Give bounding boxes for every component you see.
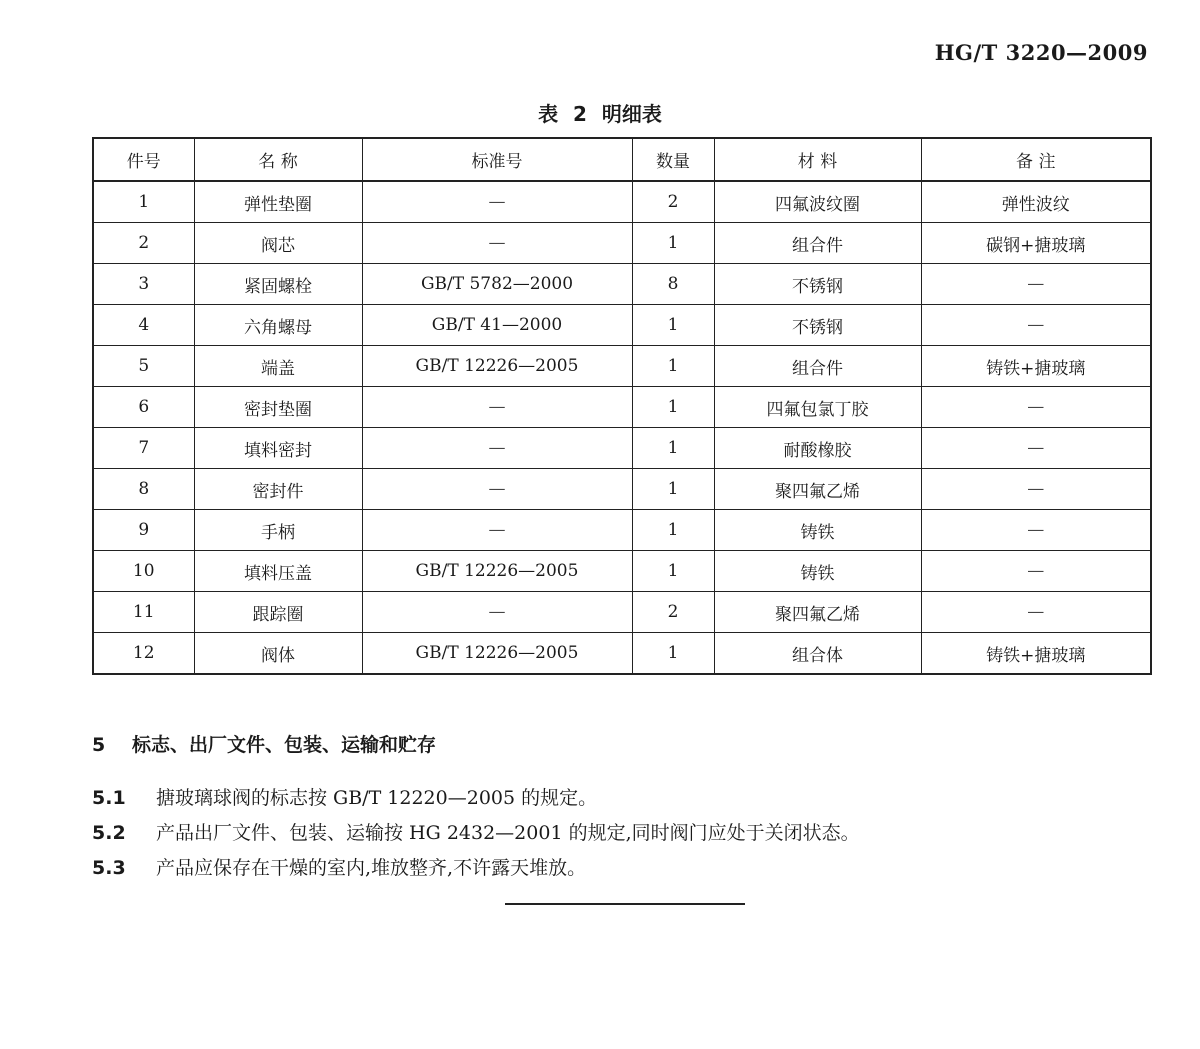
- cell-remarks: —: [921, 387, 1151, 428]
- cell-material: 四氟波纹圈: [714, 181, 921, 223]
- cell-name: 跟踪圈: [194, 592, 362, 633]
- table-row: [93, 428, 1151, 469]
- cell-material: 聚四氟乙烯: [714, 592, 921, 633]
- cell-quantity: 1: [632, 428, 714, 469]
- cell-name: 填料密封: [194, 428, 362, 469]
- cell-standard: —: [362, 592, 632, 633]
- cell-standard: GB/T 12226—2005: [362, 346, 632, 387]
- col-header-standard: 标准号: [362, 138, 632, 181]
- cell-standard: GB/T 41—2000: [362, 305, 632, 346]
- cell-material: 组合件: [714, 346, 921, 387]
- cell-remarks: —: [921, 551, 1151, 592]
- cell-remarks: 铸铁+搪玻璃: [921, 346, 1151, 387]
- table-row: [93, 305, 1151, 346]
- cell-quantity: 1: [632, 223, 714, 264]
- cell-quantity: 1: [632, 469, 714, 510]
- cell-remarks: —: [921, 305, 1151, 346]
- cell-standard: GB/T 12226—2005: [362, 551, 632, 592]
- cell-part-no: 8: [93, 469, 194, 510]
- cell-name: 密封件: [194, 469, 362, 510]
- clause-number: 5.2: [92, 822, 126, 844]
- cell-remarks: —: [921, 428, 1151, 469]
- col-header-part-no: 件号: [93, 138, 194, 181]
- cell-remarks: 碳钢+搪玻璃: [921, 223, 1151, 264]
- cell-material: 四氟包氯丁胶: [714, 387, 921, 428]
- section-heading: [92, 730, 436, 757]
- cell-standard: —: [362, 181, 632, 223]
- cell-standard: GB/T 5782—2000: [362, 264, 632, 305]
- cell-part-no: 5: [93, 346, 194, 387]
- cell-name: 端盖: [194, 346, 362, 387]
- cell-quantity: 2: [632, 592, 714, 633]
- table-row: [93, 510, 1151, 551]
- clause-text: 搪玻璃球阀的标志按 GB/T 12220—2005 的规定。: [156, 787, 598, 809]
- section-number: 5: [92, 734, 106, 756]
- table-row: [93, 181, 1151, 223]
- cell-quantity: 1: [632, 551, 714, 592]
- cell-material: 组合件: [714, 223, 921, 264]
- cell-part-no: 2: [93, 223, 194, 264]
- cell-remarks: —: [921, 510, 1151, 551]
- col-header-name: 名 称: [194, 138, 362, 181]
- cell-name: 阀芯: [194, 223, 362, 264]
- cell-part-no: 3: [93, 264, 194, 305]
- cell-part-no: 11: [93, 592, 194, 633]
- cell-part-no: 4: [93, 305, 194, 346]
- col-header-remarks: 备 注: [921, 138, 1151, 181]
- table-row: [93, 346, 1151, 387]
- cell-name: 弹性垫圈: [194, 181, 362, 223]
- cell-remarks: 弹性波纹: [921, 181, 1151, 223]
- cell-material: 不锈钢: [714, 264, 921, 305]
- clause-5-2: [92, 818, 860, 845]
- clause-number: 5.3: [92, 857, 126, 879]
- cell-remarks: —: [921, 264, 1151, 305]
- cell-material: 聚四氟乙烯: [714, 469, 921, 510]
- cell-name: 六角螺母: [194, 305, 362, 346]
- section-title: 标志、出厂文件、包装、运输和贮存: [132, 734, 437, 756]
- standard-number: HG/T 3220—2009: [934, 40, 1148, 65]
- cell-remarks: —: [921, 469, 1151, 510]
- cell-material: 铸铁: [714, 551, 921, 592]
- cell-material: 耐酸橡胶: [714, 428, 921, 469]
- cell-part-no: 6: [93, 387, 194, 428]
- clause-number: 5.1: [92, 787, 126, 809]
- cell-name: 阀体: [194, 633, 362, 675]
- cell-name: 填料压盖: [194, 551, 362, 592]
- cell-part-no: 1: [93, 181, 194, 223]
- cell-standard: —: [362, 387, 632, 428]
- table-row: [93, 387, 1151, 428]
- cell-remarks: 铸铁+搪玻璃: [921, 633, 1151, 675]
- table-row: [93, 223, 1151, 264]
- table-row: [93, 592, 1151, 633]
- table-header-row: [93, 138, 1151, 181]
- parts-table: [92, 137, 1152, 675]
- cell-remarks: —: [921, 592, 1151, 633]
- cell-standard: GB/T 12226—2005: [362, 633, 632, 675]
- cell-standard: —: [362, 510, 632, 551]
- cell-name: 密封垫圈: [194, 387, 362, 428]
- table-title: 表 2 明细表: [538, 102, 662, 126]
- cell-part-no: 7: [93, 428, 194, 469]
- clause-5-1: [92, 783, 597, 810]
- table-row: [93, 633, 1151, 675]
- cell-quantity: 1: [632, 510, 714, 551]
- cell-quantity: 1: [632, 346, 714, 387]
- table-row: [93, 469, 1151, 510]
- clause-5-3: [92, 853, 586, 880]
- col-header-quantity: 数量: [632, 138, 714, 181]
- cell-standard: —: [362, 428, 632, 469]
- cell-name: 紧固螺栓: [194, 264, 362, 305]
- cell-standard: —: [362, 469, 632, 510]
- cell-material: 不锈钢: [714, 305, 921, 346]
- cell-quantity: 1: [632, 387, 714, 428]
- cell-name: 手柄: [194, 510, 362, 551]
- table-row: [93, 264, 1151, 305]
- cell-quantity: 2: [632, 181, 714, 223]
- col-header-material: 材 料: [714, 138, 921, 181]
- table-row: [93, 551, 1151, 592]
- cell-quantity: 1: [632, 633, 714, 675]
- cell-material: 铸铁: [714, 510, 921, 551]
- clause-text: 产品出厂文件、包装、运输按 HG 2432—2001 的规定,同时阀门应处于关闭状态。: [156, 822, 860, 844]
- cell-part-no: 9: [93, 510, 194, 551]
- cell-quantity: 1: [632, 305, 714, 346]
- cell-quantity: 8: [632, 264, 714, 305]
- cell-part-no: 12: [93, 633, 194, 675]
- clause-text: 产品应保存在干燥的室内,堆放整齐,不许露天堆放。: [156, 857, 587, 879]
- cell-part-no: 10: [93, 551, 194, 592]
- cell-material: 组合体: [714, 633, 921, 675]
- cell-standard: —: [362, 223, 632, 264]
- end-of-document-rule: [505, 903, 745, 905]
